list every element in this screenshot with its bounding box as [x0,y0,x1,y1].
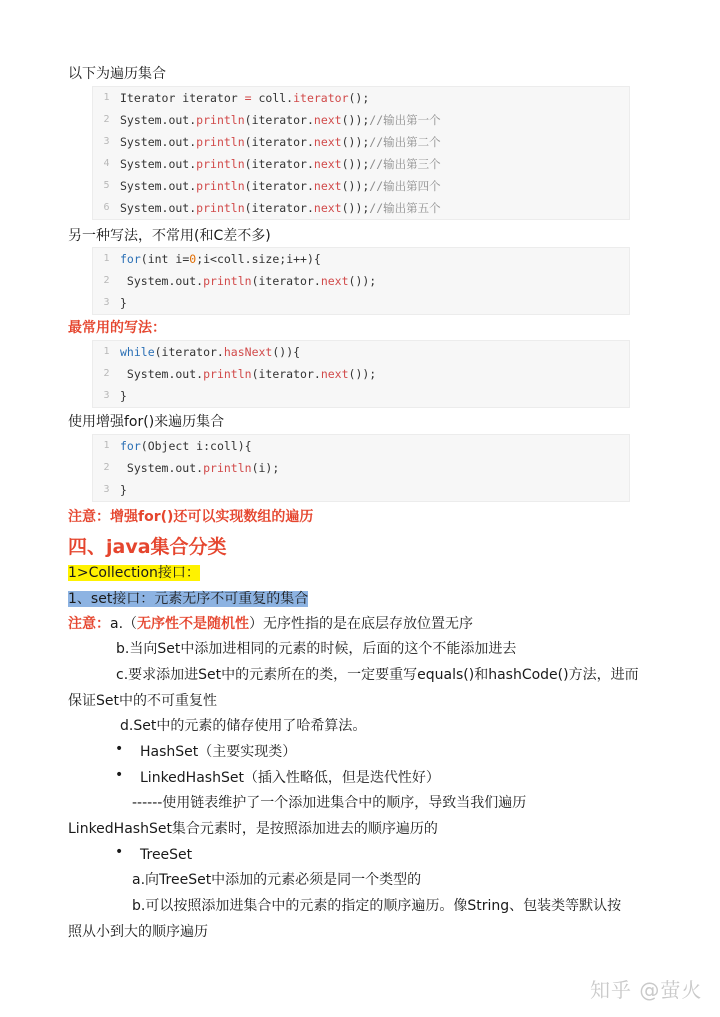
code-line [93,435,629,457]
section-heading: 四、java集合分类 [68,536,227,558]
line-number: 3 [103,297,110,308]
note-a-prefix: a.（ [110,616,138,632]
line-number: 2 [103,114,110,125]
code-text: } [120,389,127,403]
code-line [93,457,629,479]
code-line [93,248,629,270]
enhanced-for-text: 使用增强for()来遍历集合 [68,414,225,430]
line-number: 3 [103,484,110,495]
line-number: 1 [103,440,110,451]
zhihu-watermark: 知乎 @萤火 [590,978,703,1002]
code-text: System.out.println(i); [120,461,280,475]
note-label: 注意： [68,616,110,632]
bullet-icon: • [115,741,124,757]
note-d: d.Set中的元素的储存使用了哈希算法。 [120,718,367,734]
tree-b-line2: 照从小到大的顺序遍历 [68,924,208,940]
linked-desc-line1: ------使用链表维护了一个添加进集合中的顺序，导致当我们遍历 [132,795,527,811]
bullet-icon: • [115,844,124,860]
code-text: for(Object i:coll){ [120,439,252,453]
code-line [93,197,629,219]
collection-highlight: 1>Collection接口： [68,565,200,581]
code-text: System.out.println(iterator.next()); [120,367,377,381]
code-text: System.out.println(iterator.next());//输出第三个 [120,157,441,171]
linked-desc-line2: LinkedHashSet集合元素时，是按照添加进去的顺序遍历的 [68,821,438,837]
line-number: 1 [103,253,110,264]
bullet-icon: • [115,767,124,783]
code-text: Iterator iterator = coll.iterator(); [120,91,370,105]
collection-heading [68,563,200,583]
line-number: 1 [103,346,110,357]
bullet-treeset: TreeSet [140,847,193,863]
note-a-red: 无序性不是随机性 [137,616,250,632]
line-number: 5 [103,180,110,191]
line-number: 4 [103,158,110,169]
code-line [93,270,629,292]
note-a-rest: ）无序性指的是在底层存放位置无序 [249,616,474,632]
bullet-linkedhashset: LinkedHashSet（插入性略低，但是迭代性好） [140,770,440,786]
code-text: for(int i=0;i<coll.size;i++){ [120,252,321,266]
code-block-iterator [92,86,630,220]
code-line [93,153,629,175]
code-text: } [120,296,127,310]
code-line [93,109,629,131]
set-highlight: 1、set接口：元素无序不可重复的集合 [68,591,309,607]
code-text: } [120,483,127,497]
tree-a: a.向TreeSet中添加的元素必须是同一个类型的 [132,872,422,888]
note-c-line2: 保证Set中的不可重复性 [68,693,217,709]
code-line [93,292,629,314]
tree-b-line1: b.可以按照添加进集合中的元素的指定的顺序遍历。像String、包装类等默认按 [132,898,622,914]
code-line [93,175,629,197]
line-number: 3 [103,390,110,401]
note-a [68,614,473,634]
code-text: while(iterator.hasNext()){ [120,345,301,359]
alt-text: 另一种写法，不常用(和C差不多) [68,228,271,244]
code-line [93,87,629,109]
line-number: 2 [103,462,110,473]
note-b: b.当向Set中添加进相同的元素的时候，后面的这个不能添加进去 [116,641,517,657]
code-text: System.out.println(iterator.next()); [120,274,377,288]
line-number: 1 [103,92,110,103]
bullet-hashset: HashSet（主要实现类） [140,744,297,760]
code-text: System.out.println(iterator.next());//输出第一个 [120,113,441,127]
code-text: System.out.println(iterator.next());//输出第四个 [120,179,441,193]
code-text: System.out.println(iterator.next());//输出第五个 [120,201,441,215]
most-common-label: 最常用的写法： [68,320,166,336]
code-line [93,131,629,153]
note-array-traversal: 注意：增强for()还可以实现数组的遍历 [68,509,314,525]
code-line [93,363,629,385]
line-number: 2 [103,368,110,379]
line-number: 3 [103,136,110,147]
code-block-for [92,247,630,315]
code-line [93,385,629,407]
line-number: 2 [103,275,110,286]
code-line [93,479,629,501]
code-text: System.out.println(iterator.next());//输出第二个 [120,135,441,149]
intro-text: 以下为遍历集合 [68,66,166,82]
set-heading [68,589,308,609]
note-c-line1: c.要求添加进Set中的元素所在的类，一定要重写equals()和hashCode()方法，进而 [116,667,639,683]
code-line [93,341,629,363]
code-block-foreach [92,434,630,502]
line-number: 6 [103,202,110,213]
code-block-while [92,340,630,408]
